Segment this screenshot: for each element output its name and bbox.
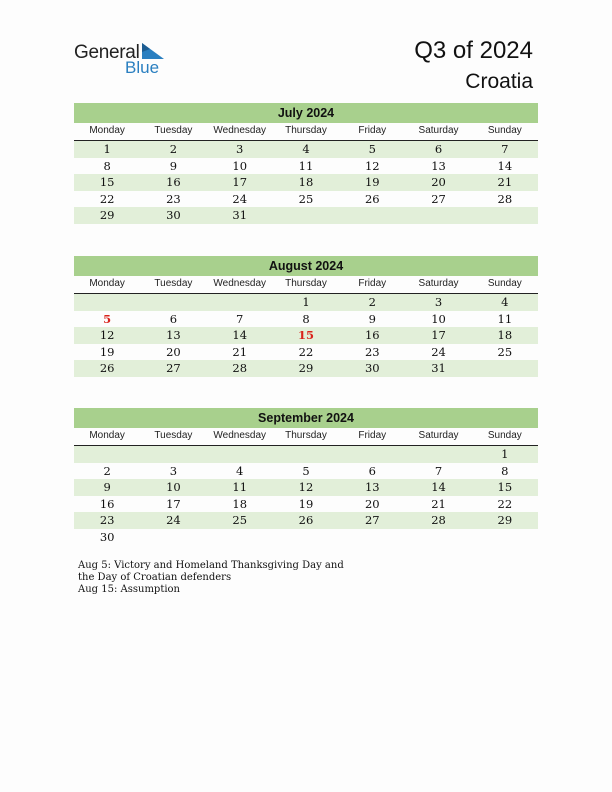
date-cell: 25 xyxy=(232,513,248,527)
date-cell: 15 xyxy=(99,175,115,189)
date-cell: 13 xyxy=(166,328,181,342)
date-cell: 17 xyxy=(431,328,446,342)
date-cell: 2 xyxy=(103,463,111,478)
date-cell xyxy=(273,446,339,463)
weekday-label: Sunday xyxy=(487,125,522,136)
date-cell xyxy=(140,294,206,311)
weekday-label: Wednesday xyxy=(213,125,267,136)
date-cell: 23 xyxy=(166,191,181,206)
date-cell: 22 xyxy=(497,496,513,511)
month-calendar-august xyxy=(74,256,538,377)
weekday-label: Saturday xyxy=(418,278,459,289)
date-cell: 11 xyxy=(232,480,248,494)
date-cell: 19 xyxy=(364,175,380,189)
week-row xyxy=(74,529,538,546)
logo-triangle-icon xyxy=(142,43,164,59)
date-cell: 11 xyxy=(497,311,513,326)
date-cell: 16 xyxy=(364,328,380,342)
week-row xyxy=(74,479,538,496)
date-cell xyxy=(273,529,339,546)
date-cell: 26 xyxy=(99,361,115,375)
date-cell: 9 xyxy=(103,480,111,494)
week-row xyxy=(74,496,538,513)
week-row xyxy=(74,360,538,377)
weekday-label: Wednesday xyxy=(213,430,267,441)
date-cell: 2 xyxy=(169,142,178,156)
date-cell: 29 xyxy=(497,513,513,527)
date-cell: 28 xyxy=(232,361,248,375)
date-cell: 7 xyxy=(501,142,509,156)
date-cell: 17 xyxy=(166,496,181,511)
date-cell: 24 xyxy=(232,191,248,206)
date-cell: 27 xyxy=(431,191,446,206)
holiday-note: Aug 15: Assumption xyxy=(78,584,181,595)
date-cell xyxy=(339,446,405,463)
date-cell: 27 xyxy=(364,513,380,527)
page-title: Q3 of 2024 xyxy=(414,37,533,64)
date-cell: 3 xyxy=(236,142,244,156)
date-cell: 21 xyxy=(232,344,248,359)
date-cell: 7 xyxy=(236,311,244,326)
date-cell: 14 xyxy=(232,328,248,342)
week-row xyxy=(74,207,538,224)
date-cell: 21 xyxy=(431,496,446,511)
week-row xyxy=(74,294,538,311)
date-cell xyxy=(405,446,471,463)
date-cell: 29 xyxy=(99,208,115,222)
holiday-date-cell: 15 xyxy=(297,328,314,342)
date-cell: 3 xyxy=(434,295,443,309)
weekday-label: Friday xyxy=(358,430,387,441)
date-cell: 18 xyxy=(497,328,513,342)
date-cell: 24 xyxy=(166,513,181,527)
date-cell: 22 xyxy=(99,191,115,206)
date-cell: 21 xyxy=(497,175,513,189)
date-cell: 4 xyxy=(236,463,244,478)
date-cell: 15 xyxy=(497,480,513,494)
date-cell: 6 xyxy=(434,142,443,156)
date-cell: 1 xyxy=(103,142,111,156)
date-cell: 7 xyxy=(434,463,443,478)
date-cell: 19 xyxy=(99,344,115,359)
weekday-label: Thursday xyxy=(285,125,327,136)
date-cell: 6 xyxy=(169,311,178,326)
date-cell: 13 xyxy=(431,158,446,173)
date-cell: 22 xyxy=(298,344,314,359)
date-cell: 18 xyxy=(298,175,314,189)
weekday-header-row xyxy=(74,428,538,446)
date-cell: 25 xyxy=(298,191,314,206)
date-cell: 19 xyxy=(298,496,314,511)
date-cell: 1 xyxy=(501,447,509,461)
date-cell: 27 xyxy=(166,361,181,375)
date-cell xyxy=(472,360,538,377)
date-cell: 1 xyxy=(302,295,310,309)
date-cell: 13 xyxy=(364,480,380,494)
date-cell xyxy=(405,529,471,546)
date-cell: 20 xyxy=(364,496,380,511)
holiday-note: the Day of Croatian defenders xyxy=(78,572,232,583)
date-cell: 8 xyxy=(501,463,509,478)
weekday-label: Wednesday xyxy=(213,278,267,289)
date-cell: 4 xyxy=(501,295,509,309)
date-cell: 14 xyxy=(497,158,513,173)
weekday-label: Thursday xyxy=(285,430,327,441)
date-cell: 20 xyxy=(166,344,181,359)
date-cell xyxy=(140,529,206,546)
month-title: July 2024 xyxy=(74,103,538,123)
date-cell xyxy=(74,294,140,311)
date-cell xyxy=(207,446,273,463)
date-cell xyxy=(339,529,405,546)
date-cell xyxy=(273,207,339,224)
week-row xyxy=(74,191,538,208)
date-cell: 10 xyxy=(166,480,181,494)
weekday-label: Monday xyxy=(89,278,125,289)
date-cell: 11 xyxy=(298,158,314,173)
generalblue-logo xyxy=(74,42,174,78)
date-cell: 10 xyxy=(431,311,446,326)
week-row xyxy=(74,446,538,463)
date-cell: 5 xyxy=(302,463,310,478)
weekday-label: Sunday xyxy=(487,430,522,441)
week-row xyxy=(74,311,538,328)
week-row xyxy=(74,463,538,480)
week-row xyxy=(74,344,538,361)
week-row xyxy=(74,174,538,191)
date-cell xyxy=(207,294,273,311)
date-cell: 24 xyxy=(431,344,446,359)
date-cell: 10 xyxy=(232,158,248,173)
week-row xyxy=(74,327,538,344)
month-calendar-july xyxy=(74,103,538,224)
country-name: Croatia xyxy=(465,70,533,93)
date-cell: 26 xyxy=(364,191,380,206)
date-cell: 31 xyxy=(431,361,446,375)
date-cell: 12 xyxy=(298,480,314,494)
weekday-label: Friday xyxy=(358,125,387,136)
week-row xyxy=(74,158,538,175)
date-cell: 25 xyxy=(497,344,513,359)
date-cell: 6 xyxy=(368,463,376,478)
date-cell: 30 xyxy=(99,529,115,544)
weekday-label: Thursday xyxy=(285,278,327,289)
date-cell: 23 xyxy=(364,344,380,359)
date-cell: 28 xyxy=(431,513,446,527)
date-cell xyxy=(405,207,471,224)
weekday-header-row xyxy=(74,276,538,294)
date-cell: 4 xyxy=(302,142,310,156)
weekday-label: Sunday xyxy=(487,278,522,289)
date-cell xyxy=(74,446,140,463)
date-cell: 23 xyxy=(99,513,115,527)
date-cell: 16 xyxy=(166,175,181,189)
date-cell: 20 xyxy=(431,175,446,189)
date-cell: 26 xyxy=(298,513,314,527)
date-cell xyxy=(140,446,206,463)
logo-word-general: General xyxy=(74,42,140,63)
date-cell: 29 xyxy=(298,361,314,375)
weekday-label: Saturday xyxy=(418,430,459,441)
date-cell: 18 xyxy=(232,496,248,511)
date-cell xyxy=(472,529,538,546)
holiday-date-cell: 5 xyxy=(103,311,112,326)
month-title: September 2024 xyxy=(74,408,538,428)
date-cell: 8 xyxy=(103,158,111,173)
week-row xyxy=(74,141,538,158)
date-cell: 9 xyxy=(169,158,178,173)
date-cell: 17 xyxy=(232,175,248,189)
weekday-label: Tuesday xyxy=(154,278,193,289)
weekday-label: Tuesday xyxy=(154,430,193,441)
date-cell: 8 xyxy=(302,311,310,326)
logo-word-blue: Blue xyxy=(125,58,160,77)
date-cell xyxy=(339,207,405,224)
date-cell xyxy=(207,529,273,546)
week-row xyxy=(74,512,538,529)
holiday-notes xyxy=(78,560,344,596)
date-cell: 30 xyxy=(364,361,380,375)
date-cell: 9 xyxy=(368,311,376,326)
weekday-label: Monday xyxy=(89,125,125,136)
weekday-label: Friday xyxy=(358,278,387,289)
date-cell: 5 xyxy=(368,142,376,156)
holiday-note: Aug 5: Victory and Homeland Thanksgiving Day and xyxy=(78,560,344,571)
weekday-label: Saturday xyxy=(418,125,459,136)
weekday-header-row xyxy=(74,123,538,141)
weekday-label: Tuesday xyxy=(154,125,193,136)
date-cell: 16 xyxy=(99,496,115,511)
date-cell: 14 xyxy=(431,480,446,494)
date-cell: 3 xyxy=(169,463,178,478)
date-cell: 28 xyxy=(497,191,513,206)
date-cell: 2 xyxy=(368,295,376,309)
date-cell: 12 xyxy=(364,158,380,173)
month-calendar-september xyxy=(74,408,538,545)
month-title: August 2024 xyxy=(74,256,538,276)
date-cell xyxy=(472,207,538,224)
date-cell: 30 xyxy=(166,208,181,222)
date-cell: 12 xyxy=(99,328,115,342)
weekday-label: Monday xyxy=(89,430,125,441)
date-cell: 31 xyxy=(232,208,248,222)
